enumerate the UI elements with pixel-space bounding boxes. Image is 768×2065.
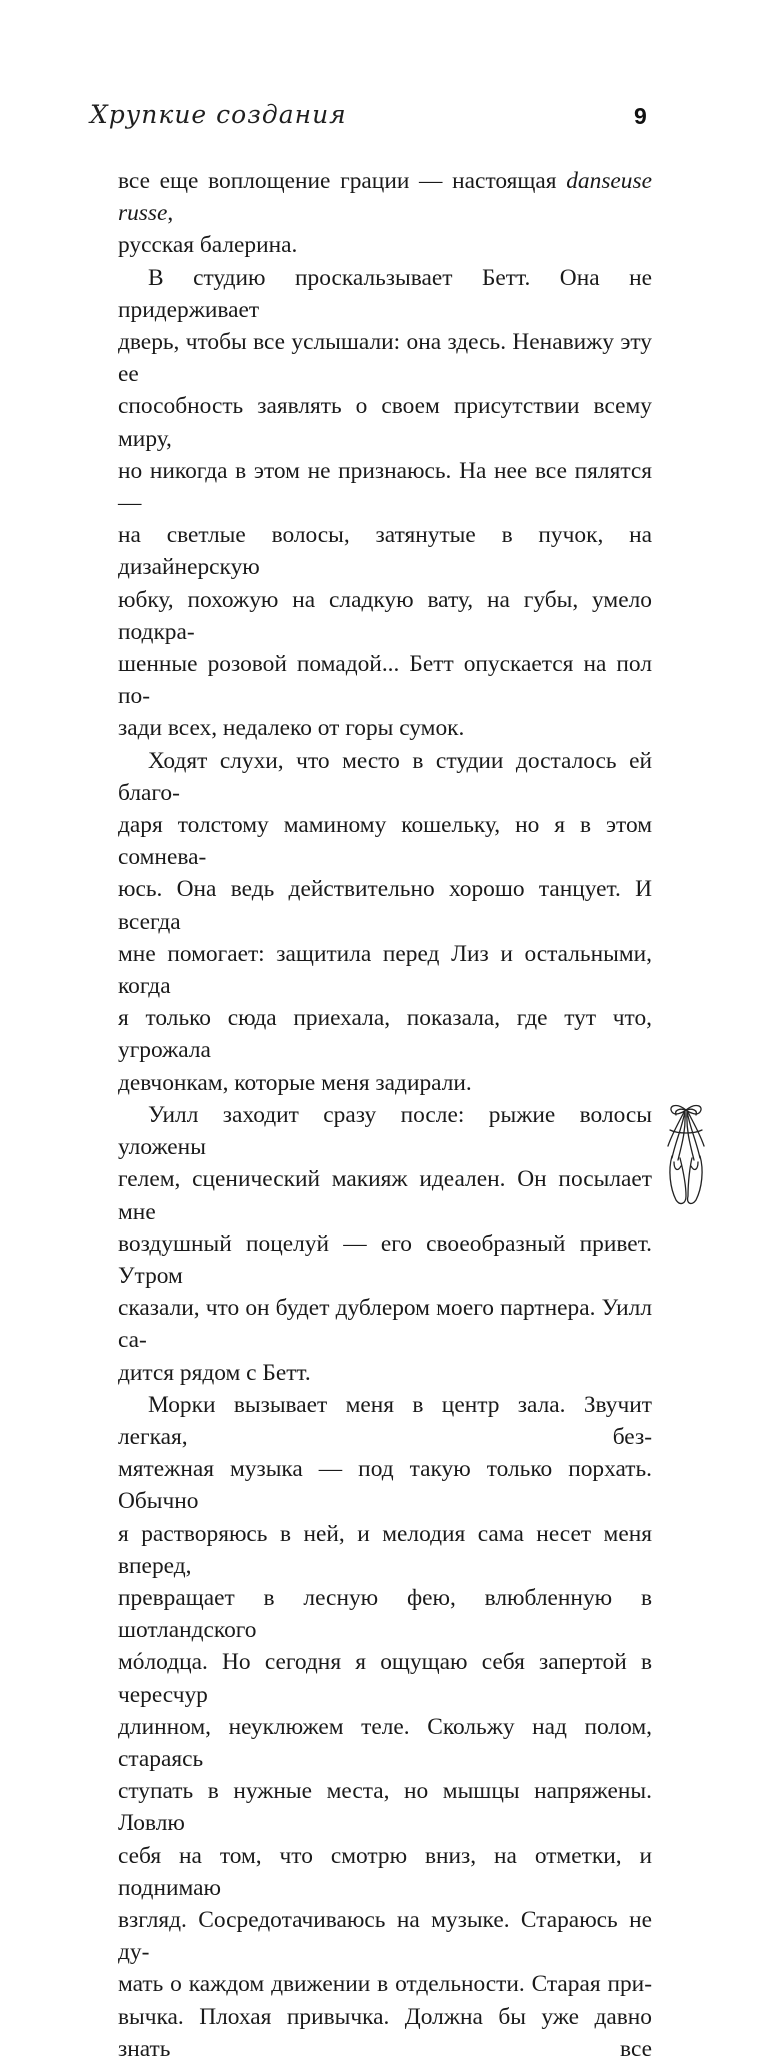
page-number: 9 — [634, 103, 647, 129]
text-line: но никогда в этом не признаюсь. На нее все пялятся — — [118, 457, 652, 517]
text-line: воздушный поцелуй — его своеобразный привет. Утром — [118, 1230, 652, 1289]
running-title: Хрупкие создания — [90, 100, 347, 129]
text-line: дится рядом с Бетт. — [118, 1359, 311, 1386]
text-line: русская балерина. — [118, 232, 298, 259]
text-line: способность заявлять о своем присутствии всему миру, — [118, 393, 652, 452]
text-line: на светлые волосы, затянутые в пучок, на дизайнерскую — [118, 522, 652, 581]
text-line: себя на том, что смотрю вниз, на отметки, и поднимаю — [118, 1842, 652, 1901]
text-line: взгляд. Сосредотачиваюсь на музыке. Стараюсь не ду- — [118, 1906, 652, 1966]
body-text — [118, 165, 652, 2065]
text-line: вычка. Плохая привычка. Должна бы уже давно знать все — [118, 2003, 652, 2062]
paragraph — [118, 262, 652, 745]
text-line: превращает в лесную фею, влюбленную в шотландского — [118, 1584, 652, 1644]
text-line: шенные розовой помадой... Бетт опускается на пол по- — [118, 651, 652, 710]
text-line: длинном, неуклюжем теле. Скольжу над полом, стараясь — [118, 1713, 652, 1772]
text-line: ступать в нужные места, но мышцы напряжены. Ловлю — [118, 1778, 652, 1837]
paragraph — [118, 165, 652, 262]
text-line: мóлодца. Но сегодня я ощущаю себя запертой в чересчур — [118, 1649, 652, 1708]
paragraph — [118, 745, 652, 1099]
ballet-pointe-shoes-icon — [662, 1100, 710, 1210]
text-line: зади всех, недалеко от горы сумок. — [118, 715, 465, 742]
paragraph — [118, 1099, 652, 1389]
paragraph — [118, 1389, 652, 2065]
text-line: дверь, чтобы все услышали: она здесь. Ненавижу эту ее — [118, 329, 652, 388]
foreign-phrase: danseuse russe — [118, 168, 652, 227]
text-line: все еще воплощение грации — настоящая danseuse russe, — [118, 168, 652, 227]
text-line: девчонкам, которые меня задирали. — [118, 1069, 472, 1096]
text-line: Уилл заходит сразу после: рыжие волосы уложены — [118, 1101, 652, 1161]
text-line: мятежная музыка — под такую только порхать. Обычно — [118, 1456, 652, 1515]
text-line: юсь. Она ведь действительно хорошо танцует. И всегда — [118, 876, 652, 935]
text-line: Морки вызывает меня в центр зала. Звучит легкая, без- — [118, 1391, 652, 1450]
text-line: я только сюда приехала, показала, где тут что, угрожала — [118, 1005, 652, 1064]
text-line: В студию проскальзывает Бетт. Она не придерживает — [118, 264, 652, 323]
text-line: гелем, сценический макияж идеален. Он посылает мне — [118, 1166, 652, 1225]
text-line: даря толстому маминому кошельку, но я в этом сомнева- — [118, 812, 652, 871]
text-line: сказали, что он будет дублером моего партнера. Уилл са- — [118, 1295, 652, 1354]
text-line: мне помогает: защитила перед Лиз и остальными, когда — [118, 940, 652, 1000]
text-line: юбку, похожую на сладкую вату, на губы, умело подкра- — [118, 586, 652, 645]
text-line: я растворяюсь в ней, и мелодия сама несет меня вперед, — [118, 1520, 652, 1579]
text-line: мать о каждом движении в отдельности. Старая при- — [118, 1971, 652, 1998]
text-line: Ходят слухи, что место в студии досталось ей благо- — [118, 747, 652, 806]
